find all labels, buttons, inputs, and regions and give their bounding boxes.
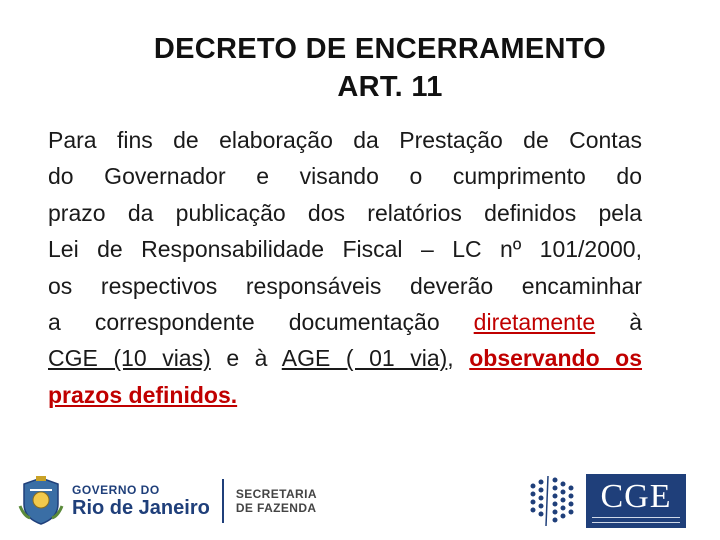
gov-big-label: Rio de Janeiro bbox=[72, 497, 210, 519]
rio-government-logo bbox=[18, 475, 317, 527]
cge-subline bbox=[592, 517, 680, 523]
cge-label: CGE bbox=[600, 478, 672, 515]
emphasis-observando: observando os bbox=[469, 345, 643, 372]
gov-small-label: GOVERNO DO bbox=[72, 483, 160, 497]
emphasis-diretamente: diretamente bbox=[473, 309, 596, 336]
title-line-1: DECRETO DE ENCERRAMENTO bbox=[153, 33, 607, 65]
secretaria-text bbox=[236, 487, 317, 515]
sec-line-1: SECRETARIA bbox=[235, 487, 317, 501]
title-line-2: ART. 11 bbox=[337, 71, 443, 103]
body-line-6 bbox=[48, 304, 642, 340]
cge-box bbox=[586, 474, 686, 528]
cge-dots-logo-icon bbox=[525, 472, 580, 530]
body-line-6-end: à bbox=[595, 309, 642, 336]
body-line-7 bbox=[48, 340, 642, 376]
body-line-6-text: a correspondente documentação bbox=[48, 309, 474, 336]
page-title bbox=[40, 30, 680, 106]
body-text bbox=[48, 122, 642, 413]
cge-vias: CGE (10 vias) bbox=[48, 345, 211, 372]
logo-divider bbox=[222, 479, 224, 523]
body-line-2: do Governador e visando o cumprimento do bbox=[48, 163, 642, 190]
body-line-4: Lei de Responsabilidade Fiscal – LC nº 101/2000, bbox=[48, 236, 642, 263]
age-via: AGE ( 01 via) bbox=[281, 345, 448, 372]
body-line-8: prazos definidos. bbox=[48, 381, 238, 408]
sec-line-2: DE FAZENDA bbox=[235, 501, 317, 515]
gov-text bbox=[72, 483, 210, 519]
body-line-7-mid: e à bbox=[210, 345, 282, 372]
body-line-3: prazo da publicação dos relatórios definidos pela bbox=[48, 199, 642, 226]
body-line-5: os respectivos responsáveis deverão encaminhar bbox=[48, 272, 642, 299]
rio-coat-of-arms-icon bbox=[18, 476, 64, 526]
body-line-7-comma: , bbox=[447, 345, 470, 372]
body-line-1: Para fins de elaboração da Prestação de Contas bbox=[48, 127, 642, 153]
cge-logo bbox=[525, 472, 686, 530]
